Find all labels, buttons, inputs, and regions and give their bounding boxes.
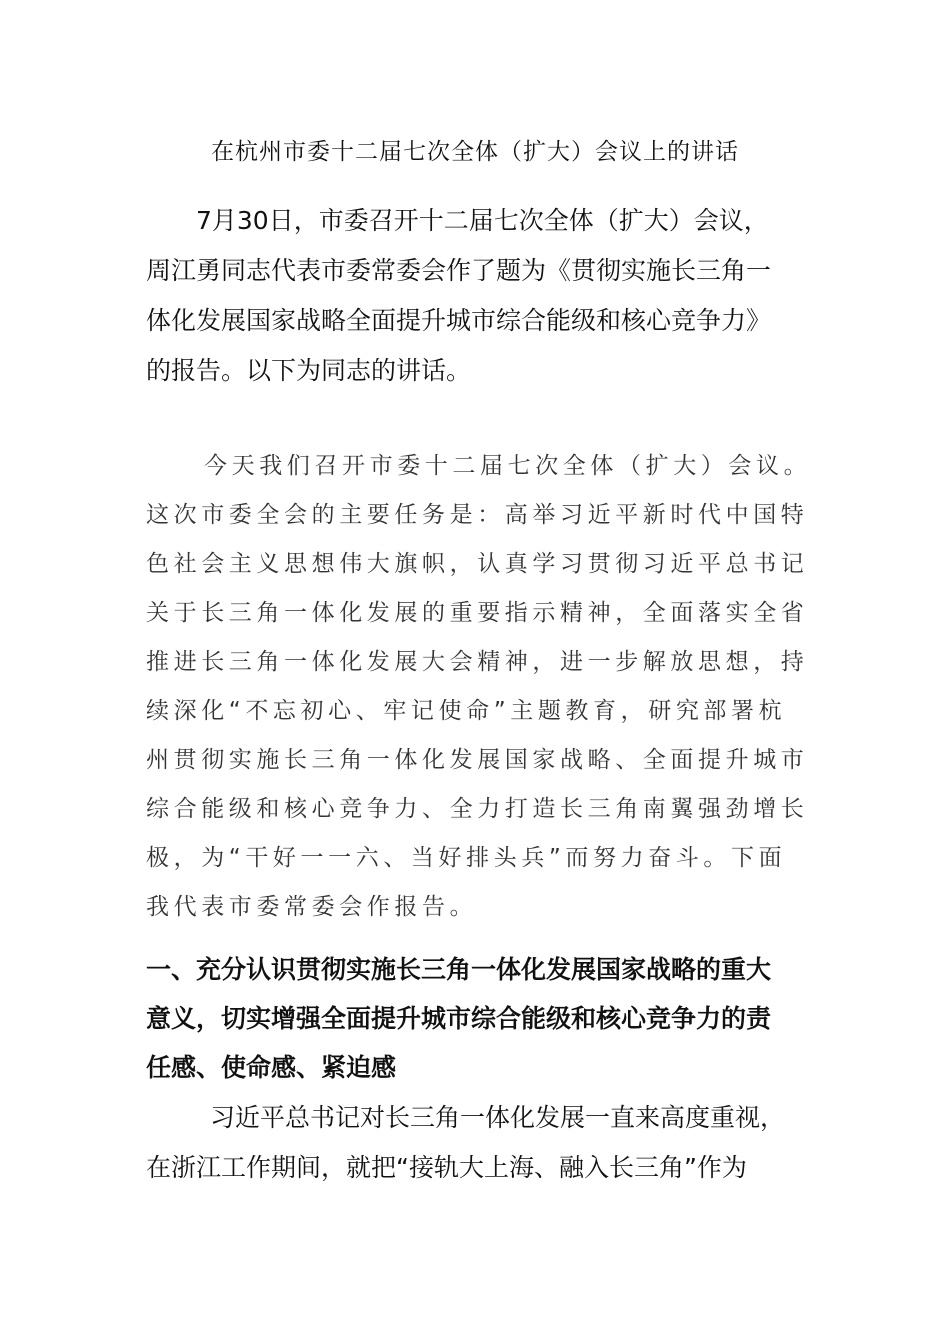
body-line: 关于长三角一体化发展的重要指示精神，全面落实全省 xyxy=(146,600,809,626)
paragraph-line: 习近平总书记对长三角一体化发展一直来高度重视， xyxy=(210,1103,786,1132)
intro-line: 的报告。以下为同志的讲话。 xyxy=(146,356,472,385)
body-line: 今天我们召开市委十二届七次全体（扩大）会议。 xyxy=(204,453,812,479)
heading-line: 任感、使命感、紧迫感 xyxy=(146,1053,397,1082)
body-line: 推进长三角一体化发展大会精神，进一步解放思想，持 xyxy=(146,649,809,675)
intro-line: 体化发展国家战略全面提升城市综合能级和核心竞争力》 xyxy=(146,306,772,335)
document-title: 在杭州市委十二届七次全体（扩大）会议上的讲话 xyxy=(211,139,739,165)
body-paragraph xyxy=(146,442,812,932)
paragraph-line: 在浙江工作期间，就把“接轨大上海、融入长三角”作为 xyxy=(146,1153,747,1182)
body-line: 续深化“不忘初心、牢记使命”主题教育，研究部署杭 xyxy=(146,698,787,724)
section-heading xyxy=(146,945,808,1092)
body-line: 极，为“干好一一六、当好排头兵”而努力奋斗。下面 xyxy=(146,845,787,871)
intro-line: 7月30日，市委召开十二届七次全体（扩大）会议， xyxy=(196,206,769,235)
heading-line: 一、充分认识贯彻实施长三角一体化发展国家战略的重大 xyxy=(146,955,772,984)
body-line: 综合能级和核心竞争力、全力打造长三角南翼强劲增长 xyxy=(146,796,809,822)
heading-line: 意义，切实增强全面提升城市综合能级和核心竞争力的责 xyxy=(146,1004,772,1033)
body-line: 这次市委全会的主要任务是：高举习近平新时代中国特 xyxy=(146,502,809,528)
intro-paragraph xyxy=(146,196,806,396)
body-line: 州贯彻实施长三角一体化发展国家战略、全面提升城市 xyxy=(146,747,809,773)
body-line: 色社会主义思想伟大旗帜，认真学习贯彻习近平总书记 xyxy=(146,551,809,577)
body-line: 我代表市委常委会作报告。 xyxy=(146,894,478,920)
intro-line: 周江勇同志代表市委常委会作了题为《贯彻实施长三角一 xyxy=(146,256,772,285)
section-paragraph xyxy=(146,1093,808,1193)
